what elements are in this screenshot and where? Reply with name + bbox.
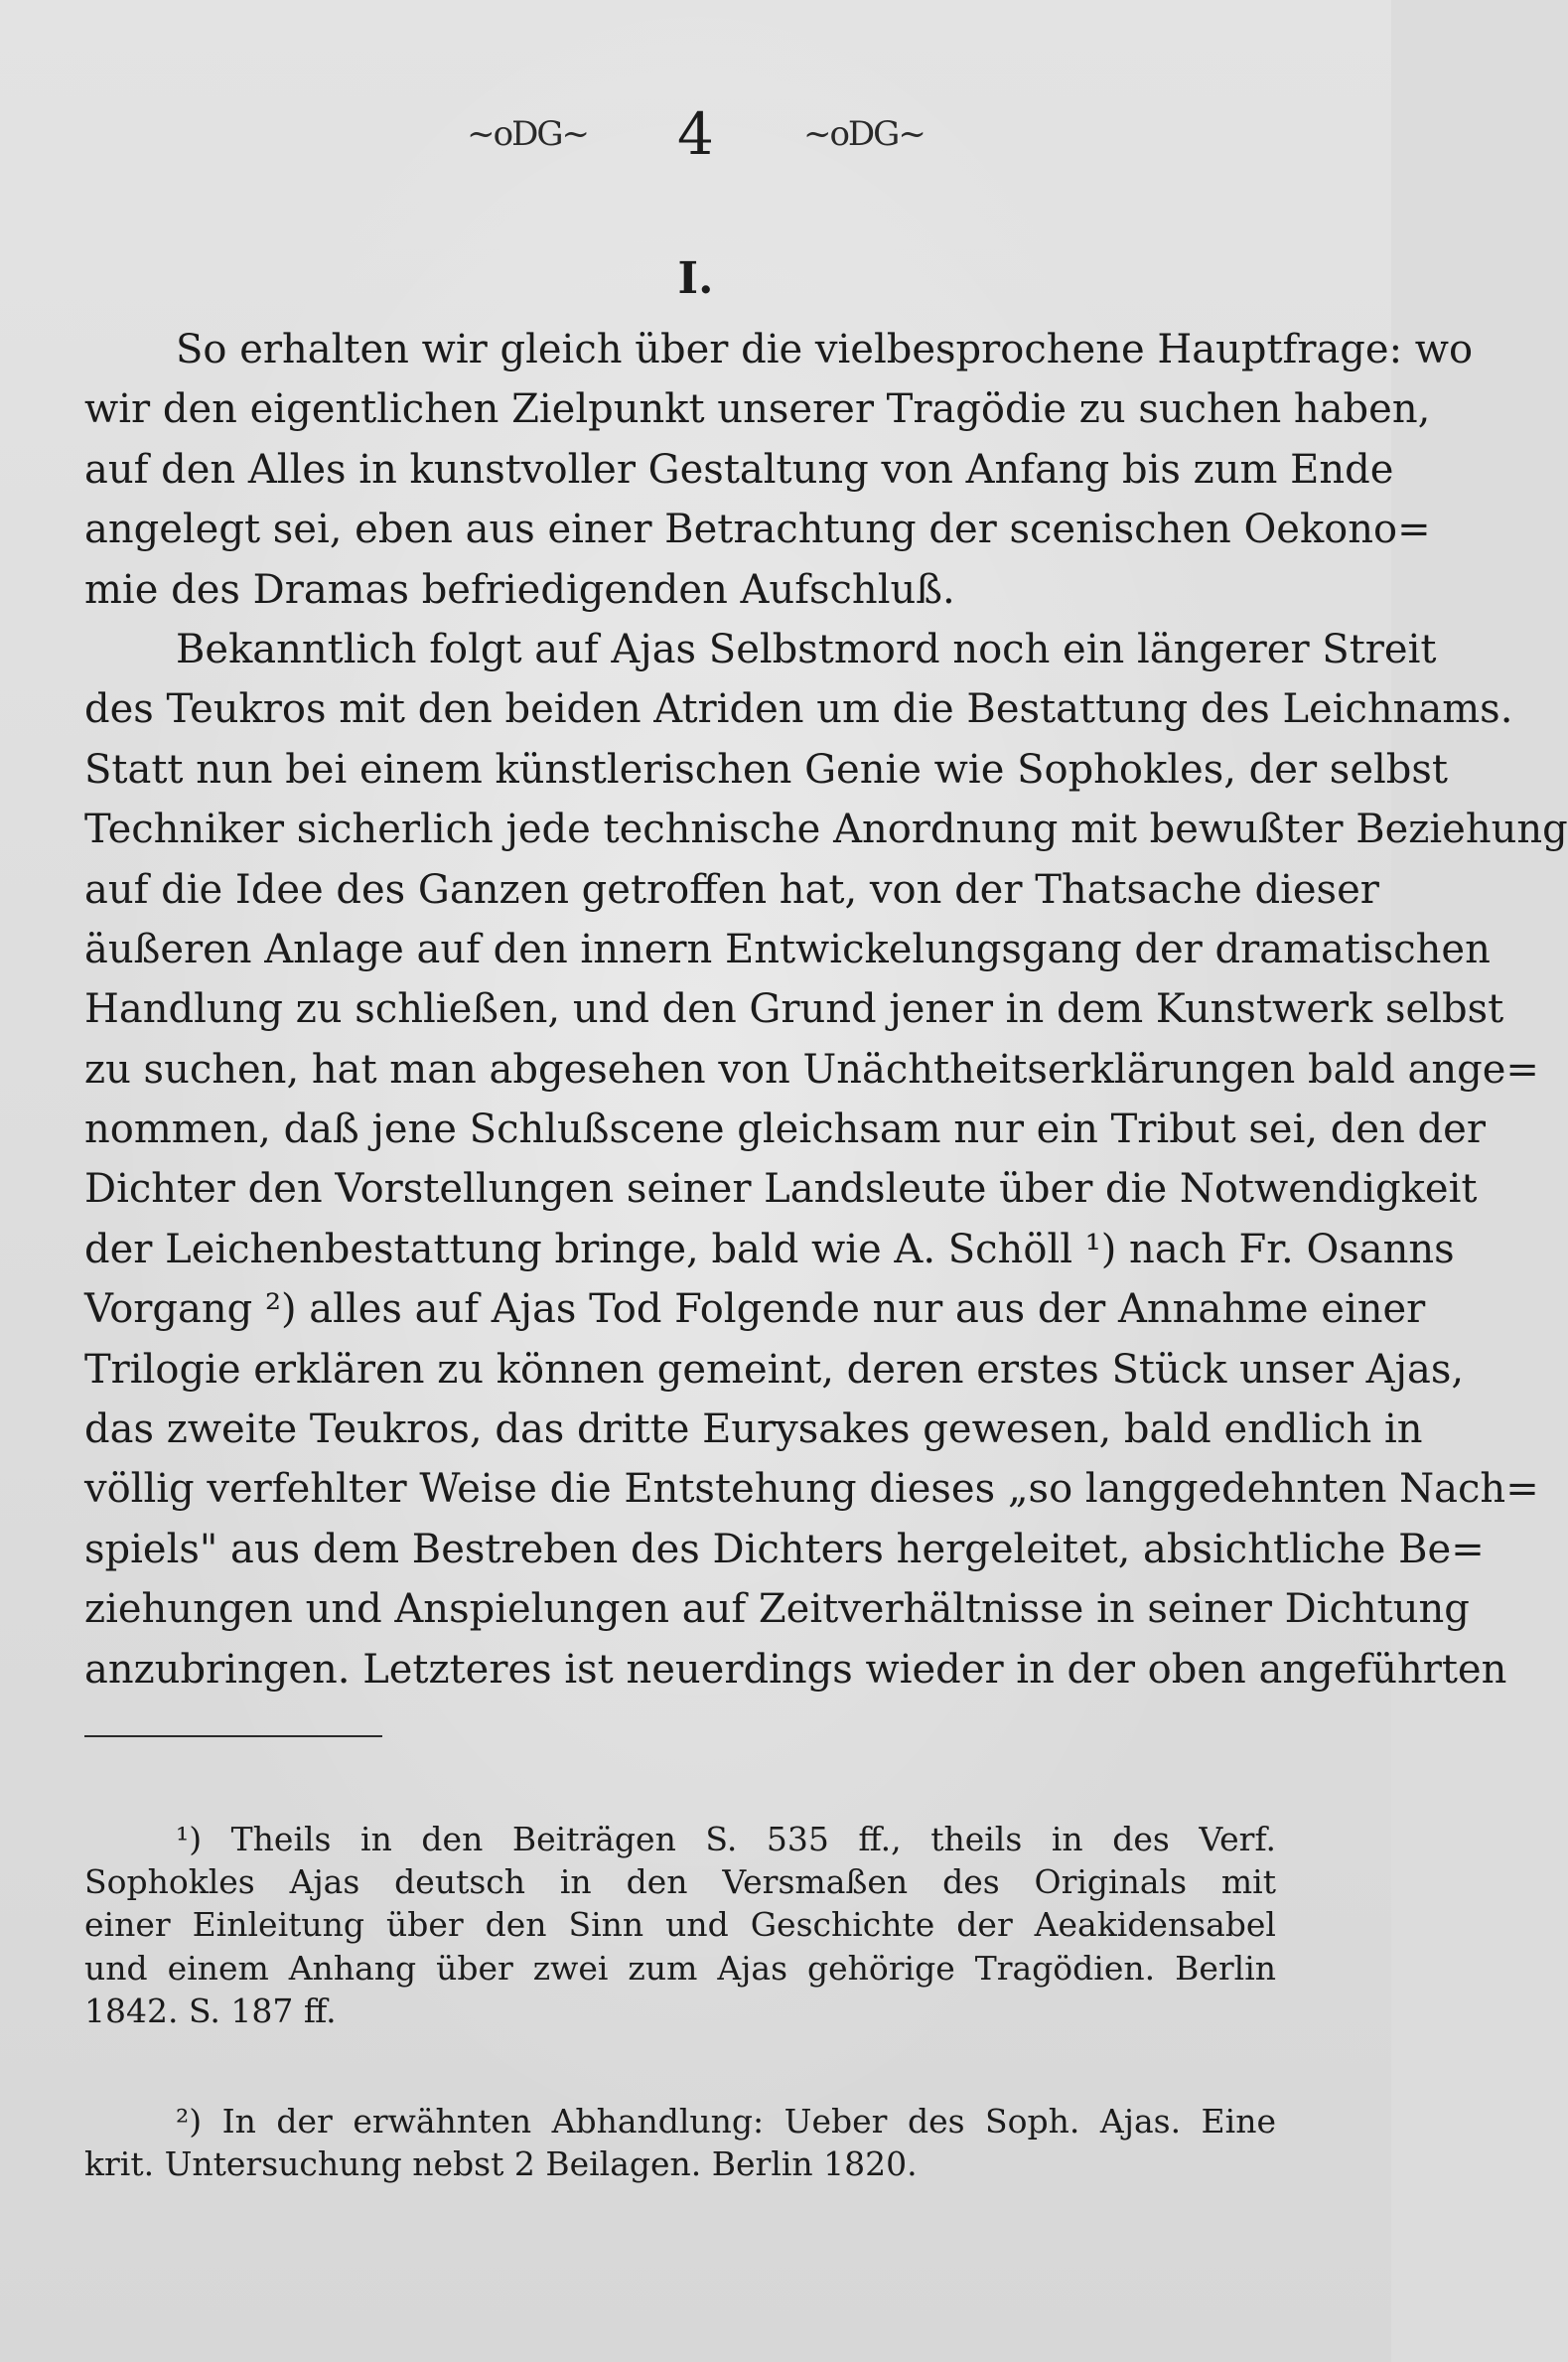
body-line: Dichter den Vorstellungen seiner Landsleute über die Notwendigkeit — [84, 1166, 1478, 1213]
footnote-1 — [84, 1818, 1276, 2032]
footnote-gap — [84, 2032, 1276, 2100]
body-line: auf die Idee des Ganzen getroffen hat, von der Thatsache dieser — [84, 866, 1379, 913]
body-line: spiels" aus dem Bestreben des Dichters hergeleitet, absichtliche Be= — [84, 1526, 1485, 1572]
footnote-line: ¹) Theils in den Beiträgen S. 535 ff., theils in des Verf. — [176, 1820, 1276, 1858]
body-line: der Leichenbestattung bringe, bald wie A. Schöll ¹) nach Fr. Osanns — [84, 1226, 1455, 1272]
ornament-right: ~oDG~ — [802, 114, 925, 154]
body-line: Techniker sicherlich jede technische Anordnung mit bewußter Beziehung — [84, 807, 1568, 853]
body-line: ziehungen und Anspielungen auf Zeitverhältnisse in seiner Dichtung — [84, 1586, 1470, 1633]
body-line: anzubringen. Letzteres ist neuerdings wieder in der oben angeführten — [84, 1646, 1507, 1693]
body-line: völlig verfehlter Weise die Entstehung dieses „so langgedehnten Nach= — [84, 1466, 1539, 1513]
body-line: des Teukros mit den beiden Atriden um die Bestattung des Leichnams. — [84, 686, 1513, 733]
ornament-left: ~oDG~ — [467, 114, 589, 154]
body-line: Handlung zu schließen, und den Grund jener in dem Kunstwerk selbst — [84, 986, 1504, 1033]
footnote-line: und einem Anhang über zwei zum Ajas gehörige Tragödien. Berlin — [84, 1948, 1276, 1988]
body-line: Vorgang ²) alles auf Ajas Tod Folgende nur aus der Annahme einer — [84, 1286, 1426, 1333]
page-header — [0, 99, 1391, 169]
body-line: mie des Dramas befriedigenden Aufschluß. — [84, 566, 955, 613]
body-line: zu suchen, hat man abgesehen von Unächtheitserklärungen bald ange= — [84, 1046, 1539, 1093]
body-line: auf den Alles in kunstvoller Gestaltung von Anfang bis zum Ende — [84, 446, 1394, 493]
footnotes — [84, 1818, 1276, 2185]
footnote-separator — [84, 1735, 382, 1737]
page-number: 4 — [677, 100, 714, 168]
body-line: äußeren Anlage auf den innern Entwickelungsgang der dramatischen — [84, 926, 1491, 972]
section-number: I. — [677, 253, 714, 304]
footnote-line: Sophokles Ajas deutsch in den Versmaßen des Originals mit — [84, 1862, 1276, 1902]
body-line: So erhalten wir gleich über die vielbesprochene Hauptfrage: wo — [176, 327, 1474, 372]
footnote-line: krit. Untersuchung nebst 2 Beilagen. Berlin 1820. — [84, 2144, 918, 2184]
footnote-line: ²) In der erwähnten Abhandlung: Ueber des Soph. Ajas. Eine — [176, 2101, 1276, 2141]
body-line: wir den eigentlichen Zielpunkt unserer Tragödie zu suchen haben, — [84, 386, 1431, 433]
body-text — [84, 320, 1568, 1699]
footnote-2 — [84, 2100, 1276, 2185]
body-line: Statt nun bei einem künstlerischen Genie wie Sophokles, der selbst — [84, 746, 1448, 793]
body-line: das zweite Teukros, das dritte Eurysakes gewesen, bald endlich in — [84, 1406, 1423, 1453]
body-line: Trilogie erklären zu können gemeint, deren erstes Stück unser Ajas, — [84, 1346, 1465, 1393]
body-line: Bekanntlich folgt auf Ajas Selbstmord noch ein längerer Streit — [176, 626, 1437, 672]
body-line: nommen, daß jene Schlußscene gleichsam nur ein Tribut sei, den der — [84, 1107, 1486, 1153]
footnote-line: 1842. S. 187 ff. — [84, 1991, 337, 2030]
body-line: angelegt sei, eben aus einer Betrachtung der scenischen Oekono= — [84, 507, 1431, 553]
footnote-line: einer Einleitung über den Sinn und Geschichte der Aeakidensabel — [84, 1905, 1276, 1945]
